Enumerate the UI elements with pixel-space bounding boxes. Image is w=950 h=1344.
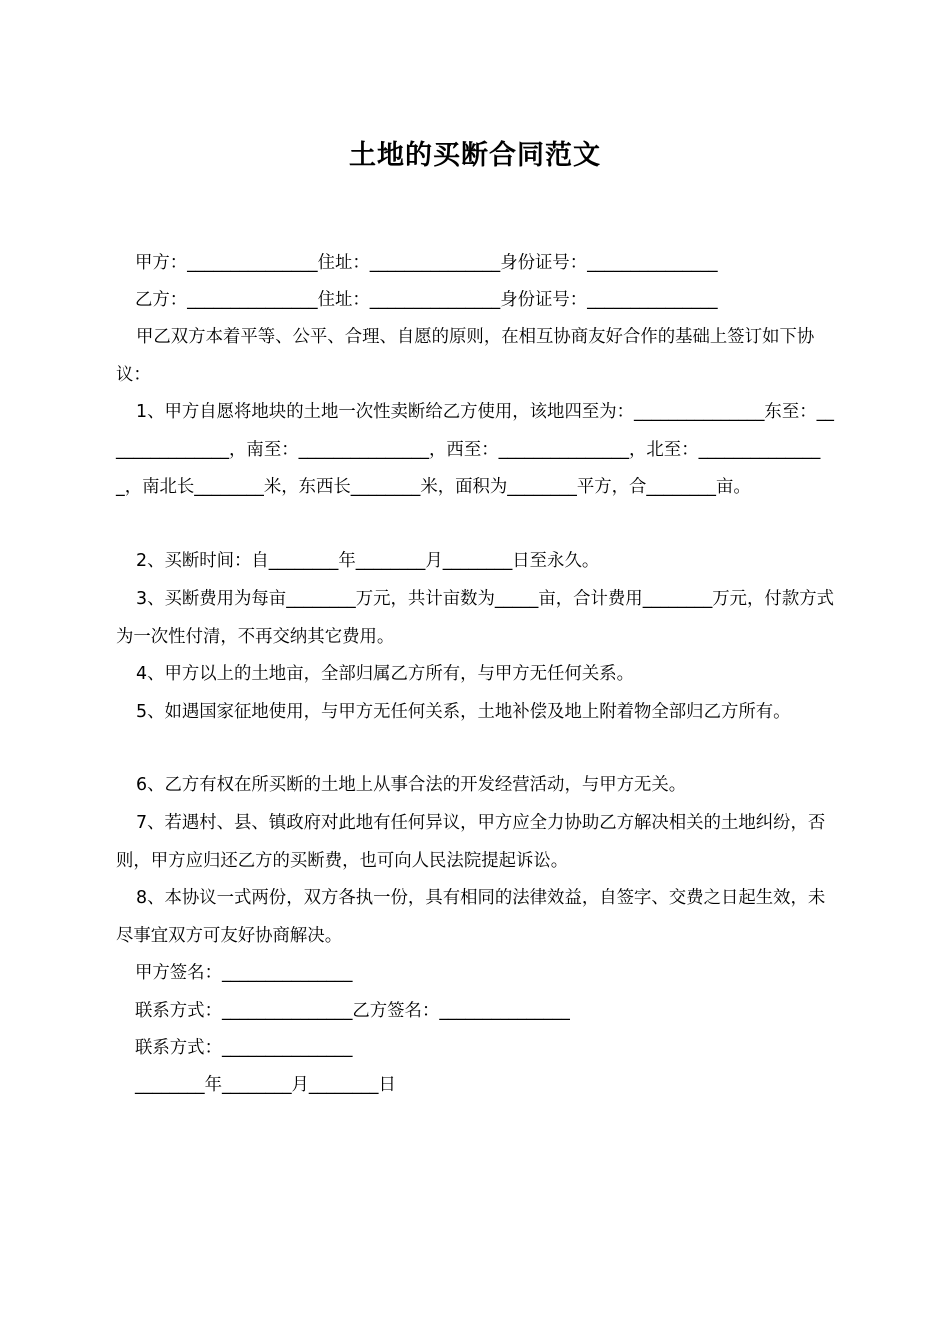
party-b-line: 乙方：_______________住址：_______________身份证号：_______________ [135,290,718,310]
contact-line: 联系方式：_______________ [135,1038,353,1058]
clause-7: 7、若遇村、县、镇政府对此地有任何异议，甲方应全力协助乙方解决相关的土地纠纷，否则，甲方应归还乙方的买断费，也可向人民法院提起诉讼。 [116,813,826,871]
party-a-signature: 甲方签名：_______________ [135,963,353,983]
clause-3: 3、买断费用为每亩________万元，共计亩数为_____亩，合计费用________万元，付款方式为一次性付清，不再交纳其它费用。 [116,589,834,647]
clause-6: 6、乙方有权在所买断的土地上从事合法的开发经营活动，与甲方无关。 [136,775,687,795]
clause-4: 4、甲方以上的土地亩，全部归属乙方所有，与甲方无任何关系。 [136,664,635,684]
clause-1: 1、甲方自愿将地块的土地一次性卖断给乙方使用，该地四至为：_______________东至：_______________，南至：_______________，西至：_______________，北至：_______________，南北长________米，东西长________米，面积为________平方，合________亩。 [116,402,834,497]
clause-2: 2、买断时间：自________年________月________日至永久。 [136,551,600,571]
clause-5: 5、如遇国家征地使用，与甲方无任何关系，土地补偿及地上附着物全部归乙方所有。 [136,702,791,722]
party-a-line: 甲方：_______________住址：_______________身份证号：_______________ [135,253,718,273]
intro-paragraph: 甲乙双方本着平等、公平、合理、自愿的原则，在相互协商友好合作的基础上签订如下协议： [116,327,815,385]
page-title: 土地的买断合同范文 [349,140,601,171]
date-line: ________年________月________日 [135,1075,396,1095]
clause-8: 8、本协议一式两份，双方各执一份，具有相同的法律效益，自签字、交费之日起生效，未尽事宜双方可友好协商解决。 [116,888,826,946]
contact-and-party-b-signature: 联系方式：_______________乙方签名：_______________ [135,1001,570,1021]
